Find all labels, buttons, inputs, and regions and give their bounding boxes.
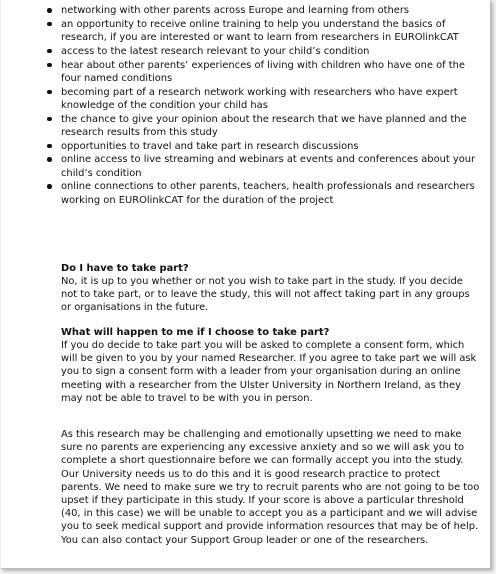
bullet-icon [47,117,52,122]
list-item [36,180,481,206]
bullet-icon [47,157,52,162]
bullet-icon [47,49,52,54]
list-item [36,59,481,85]
list-item [36,140,481,153]
list-item [36,18,481,44]
list-item-text: online access to live streaming and webinars at events and conferences about your child’s condition [61,154,476,179]
section-take-part [61,262,481,315]
list-item [36,153,481,179]
section-screening [61,428,481,547]
document-page [1,0,491,569]
list-item-text: becoming part of a research network working with researchers who have expert knowledge of the condition your child has [61,86,458,111]
bullet-icon [47,144,52,149]
list-item [36,113,481,139]
list-item [36,86,481,112]
bullet-icon [47,8,52,13]
section-paragraph: As this research may be challenging and emotionally upsetting we need to make sure no parents are experiencing any excessive anxiety and so we will ask you to complete a short questionnaire before we can formally accept you into the study. Our University needs us to do this and it is good research practice to protect parents. We need to make sure we try to recruit parents who are not going to be too upset if they participate in this study. If your score is above a particular threshold (40, in this case) we will be unable to accept you as a participant and we will advise you to seek medical support and provide information resources that may be of help. You can also contact your Support Group leader or one of the researchers. [61,429,480,546]
section-paragraph: If you do decide to take part you will be asked to complete a consent form, which will be given to you by your named Researcher. If you agree to take part we will ask you to sign a consent form with a leader from your organisation during an online meeting with a researcher from the Ulster University in Northern Ireland, as they may not be able to travel to be with you in person. [61,340,477,404]
bullet-icon [47,90,52,95]
list-item-text: opportunities to travel and take part in research discussions [61,140,359,152]
benefits-list [36,4,481,207]
list-item-text: the chance to give your opinion about the research that we have planned and the research results from this study [61,113,467,138]
list-item-text: online connections to other parents, teachers, health professionals and researchers working on EUROlinkCAT for the duration of the project [61,181,475,206]
bullet-icon [47,22,52,27]
list-item-text: networking with other parents across Europe and learning from others [61,5,410,16]
section-heading: Do I have to take part? [61,263,189,274]
list-item [36,45,481,58]
list-item [36,4,481,17]
list-item-text: hear about other parents’ experiences of living with children who have one of the four named conditions [61,59,465,84]
bullet-icon [47,63,52,68]
section-paragraph: No, it is up to you whether or not you wish to take part in the study. If you decide not to take part, or to leave the study, this will not affect taking part in any groups or organisations in the future. [61,276,470,314]
section-heading: What will happen to me if I choose to take part? [61,327,330,338]
section-what-happens [61,326,481,405]
list-item-text: an opportunity to receive online training to help you understand the basics of research, if you are interested or want to learn from researchers in EUROlinkCAT [61,18,459,43]
bullet-icon [47,184,52,189]
list-item-text: access to the latest research relevant to your child’s condition [61,45,370,57]
